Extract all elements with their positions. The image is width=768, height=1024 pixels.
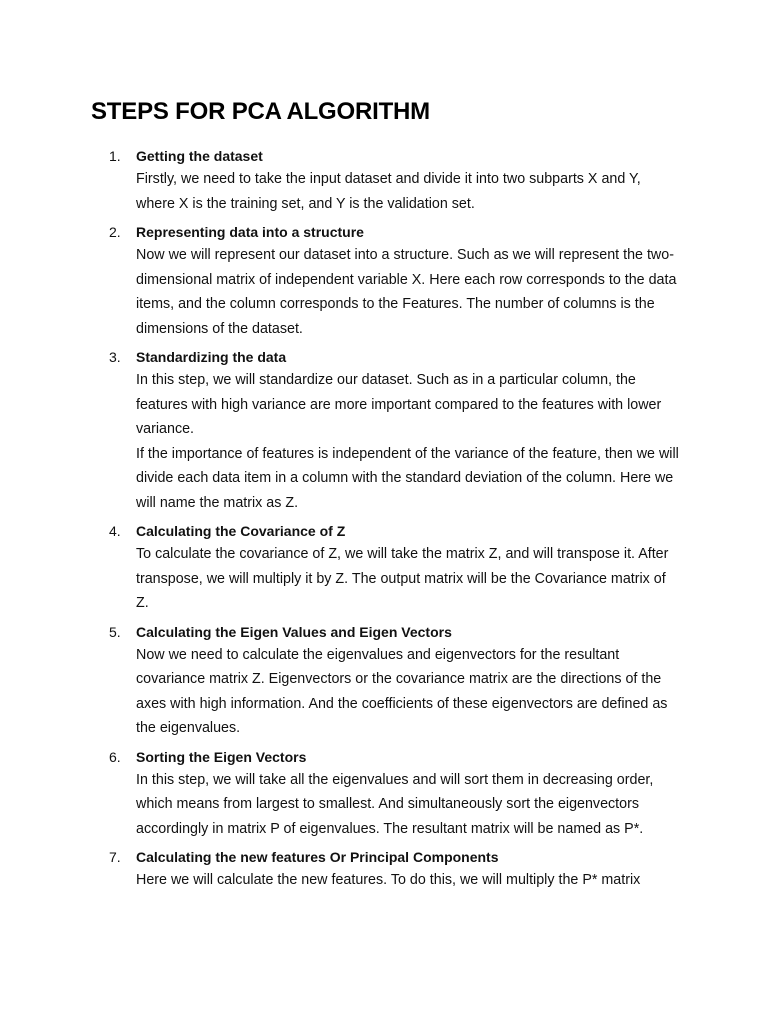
step-paragraph: Now we need to calculate the eigenvalues and eigenvectors for the resultant covariance matrix Z. Eigenvectors or the covariance matrix are the directions of the axes with high information. And the coefficients of these eigenvectors are defined as the eigenvalues. — [136, 646, 668, 736]
step-number: 4. — [109, 523, 121, 539]
step-paragraph: In this step, we will take all the eigenvalues and will sort them in decreasing order, which means from largest to smallest. And simultaneously sort the eigenvectors accordingly in matrix P of eigenvalues. The resultant matrix will be named as P*. — [136, 771, 654, 837]
step-item — [0, 146, 768, 216]
step-heading: Getting the dataset — [136, 148, 263, 164]
step-heading: Calculating the Covariance of Z — [136, 523, 346, 539]
step-paragraph: Now we will represent our dataset into a structure. Such as we will represent the two-dimensional matrix of independent variable X. Here each row corresponds to the data items, and the column corresponds to the Features. The number of columns is the dimensions of the dataset. — [136, 247, 677, 337]
step-paragraph: In this step, we will standardize our dataset. Such as in a particular column, the features with high variance are more important compared to the features with lower variance. — [136, 372, 662, 437]
step-number: 2. — [109, 224, 121, 240]
step-item — [0, 847, 768, 893]
step-paragraph: If the importance of features is independent of the variance of the feature, then we will divide each data item in a column with the standard deviation of the column. Here we will name the matrix as Z. — [136, 445, 679, 511]
step-number: 6. — [109, 748, 121, 765]
step-item — [0, 222, 768, 341]
step-heading: Calculating the new features Or Principal Components — [136, 849, 499, 865]
step-paragraph: Here we will calculate the new features. To do this, we will multiply the P* matrix — [136, 872, 641, 888]
step-item — [0, 347, 768, 515]
step-item — [0, 622, 768, 741]
steps-list — [0, 146, 768, 899]
step-number: 3. — [109, 349, 121, 365]
step-number: 5. — [109, 623, 121, 640]
step-paragraph: To calculate the covariance of Z, we will take the matrix Z, and will transpose it. After transpose, we will multiply it by Z. The output matrix will be the Covariance matrix of Z. — [136, 546, 669, 611]
step-item — [0, 747, 768, 842]
step-number: 1. — [109, 148, 121, 164]
step-heading: Calculating the Eigen Values and Eigen Vectors — [136, 623, 452, 640]
page-title: STEPS FOR PCA ALGORITHM — [91, 98, 430, 125]
step-item — [0, 521, 768, 616]
step-paragraph: Firstly, we need to take the input dataset and divide it into two subparts X and Y, where X is the training set, and Y is the validation set. — [136, 171, 641, 212]
step-number: 7. — [109, 849, 121, 865]
step-heading: Sorting the Eigen Vectors — [136, 748, 307, 765]
step-heading: Standardizing the data — [136, 349, 287, 365]
step-heading: Representing data into a structure — [136, 224, 364, 240]
